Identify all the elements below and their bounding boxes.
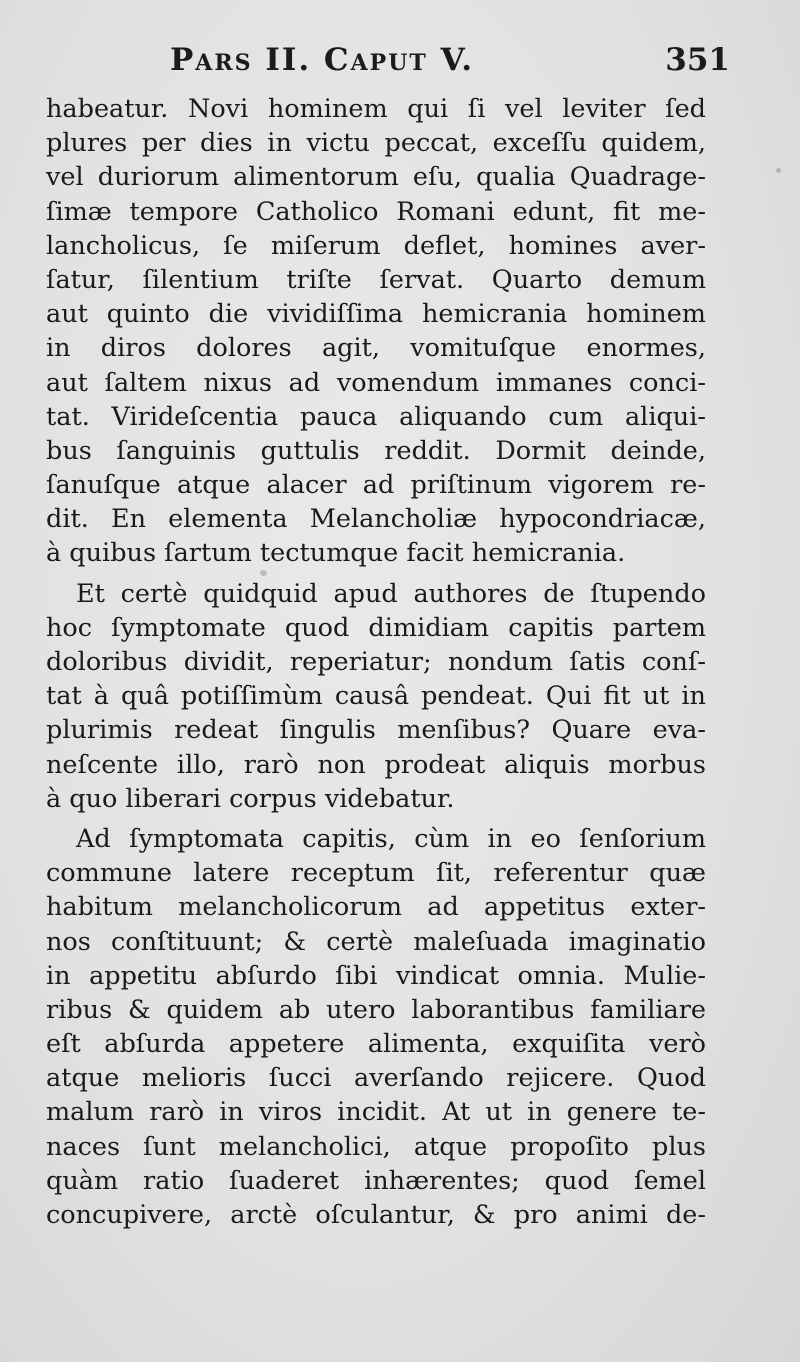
text-line: naces ſunt melancholici, atque propoſito plus [46,1131,706,1162]
text-line: habitum melancholicorum ad appetitus exter- [46,892,706,923]
text-line: dit. En elementa Melancholiæ hypocondriacæ, [46,504,706,535]
text-line: malum rarò in viros incidit. At ut in genere te- [46,1097,706,1128]
text-line: nos conſtituunt; & certè maleſuada imaginatio [46,926,706,957]
text-line: à quibus ſartum tectumque facit hemicrania. [46,538,626,569]
text-line: ſanuſque atque alacer ad priſtinum vigorem re- [46,470,706,501]
text-line: tat à quâ potiſſimùm causâ pendeat. Qui fit ut in [46,681,706,712]
text-line: aut ſaltem nixus ad vomendum immanes conci- [46,367,706,398]
text-line: eſt abſurda appetere alimenta, exquiſita verò [46,1029,706,1060]
text-line: à quo liberari corpus videbatur. [46,783,455,814]
running-head: Pars II. Caput V. [170,42,474,78]
page-number: 351 [665,42,730,78]
page-header [170,38,730,88]
text-line: in diros dolores agit, vomituſque enormes, [46,333,706,364]
text-line: tat. Virideſcentia pauca aliquando cum aliqui- [46,401,706,432]
text-line: ribus & quidem ab utero laborantibus familiare [46,994,706,1025]
text-line: concupivere, arctè oſculantur, & pro animi de- [46,1200,706,1230]
text-line: plurimis redeat ſingulis menſibus? Quare eva- [46,715,706,746]
text-line: doloribus dividit, reperiatur; nondum ſatis conſ- [46,647,706,677]
ink-speck [260,570,267,576]
text-line: habeatur. Novi hominem qui ſi vel leviter ſed [46,94,706,124]
text-line: ſimæ tempore Catholico Romani edunt, fit me- [46,196,706,227]
text-line: lancholicus, ſe miſerum deflet, homines aver- [46,230,706,261]
text-line: bus ſanguinis guttulis reddit. Dormit deinde, [46,435,706,466]
ink-speck [776,168,781,173]
text-line: Ad ſymptomata capitis, cùm in eo ſenſorium [76,823,706,854]
text-line: plures per dies in victu peccat, exceſſu quidem, [46,128,706,159]
text-line: aut quinto die vividiſſima hemicrania hominem [46,299,706,330]
text-line: neſcente illo, rarò non prodeat aliquis morbus [46,749,706,780]
text-line: vel duriorum alimentorum eſu, qualia Quadrage- [46,162,706,193]
text-line: hoc ſymptomate quod dimidiam capitis partem [46,612,706,643]
text-line: ſatur, ſilentium triſte ſervat. Quarto demum [46,264,706,295]
text-line: quàm ratio ſuaderet inhærentes; quod ſemel [46,1165,706,1196]
body-text [46,92,706,1232]
text-line: commune latere receptum ſit, referentur quæ [46,858,706,889]
text-line: in appetitu abſurdo ſibi vindicat omnia. Mulie- [46,960,706,991]
text-line: Et certè quidquid apud authores de ſtupendo [76,578,706,609]
text-line: atque melioris ſucci averſando rejicere. Quod [46,1063,706,1094]
